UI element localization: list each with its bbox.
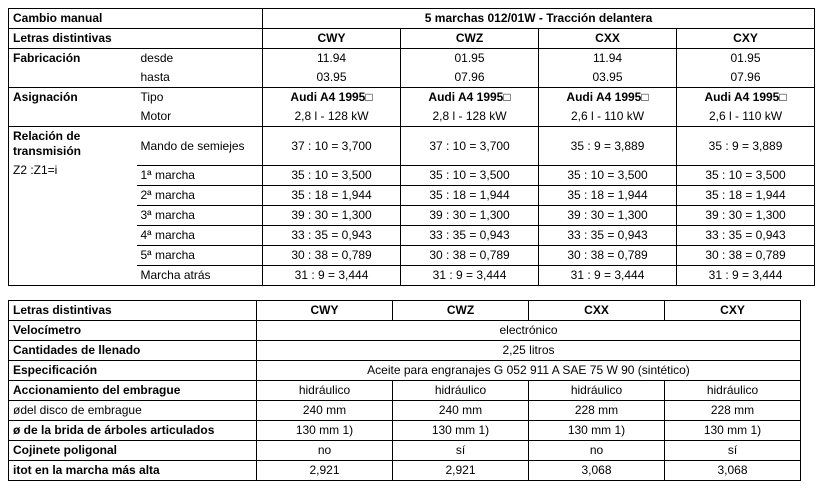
ratio-cell: 39 : 30 = 1,300 (401, 206, 539, 226)
gear-label: Marcha atrás (137, 266, 263, 286)
relacion-cell (9, 127, 137, 286)
ratio-cell: 31 : 9 = 3,444 (401, 266, 539, 286)
code-cell: CXX (539, 29, 677, 49)
spec-label: Accionamiento del embrague (9, 381, 257, 401)
relacion-formula: Z2 :Z1=i (13, 163, 58, 177)
especificacion-row (9, 361, 801, 381)
ratio-cell: 37 : 10 = 3,700 (263, 127, 401, 166)
relacion-label: Relación de transmisión (13, 129, 82, 158)
ratio-cell: 31 : 9 = 3,444 (263, 266, 401, 286)
cantidades-label: Cantidades de llenado (9, 341, 257, 361)
gear-label: 1ª marcha (137, 166, 263, 186)
spec-cell: hidráulico (529, 381, 665, 401)
ratio-cell: 35 : 10 = 3,500 (263, 166, 401, 186)
code-cell: CXX (529, 301, 665, 321)
spec-cell: 3,068 (529, 461, 665, 481)
spec-row-3 (9, 441, 801, 461)
tipo-cell: Audi A4 1995□ (401, 88, 539, 108)
tipo-cell: Audi A4 1995□ (539, 88, 677, 108)
gear-label: 4ª marcha (137, 226, 263, 246)
motor-cell: 2,6 l - 110 kW (539, 107, 677, 127)
code-cell: CWZ (393, 301, 529, 321)
spec-row-4 (9, 461, 801, 481)
ratio-cell: 35 : 9 = 3,889 (677, 127, 815, 166)
spec-cell: 130 mm 1) (529, 421, 665, 441)
code-cell: CWY (257, 301, 393, 321)
ratio-cell: 39 : 30 = 1,300 (263, 206, 401, 226)
letras-label: Letras distintivas (9, 29, 263, 49)
code-cell: CXY (665, 301, 801, 321)
motor-cell: 2,8 l - 128 kW (401, 107, 539, 127)
hasta-label: hasta (137, 68, 263, 88)
velocimetro-row (9, 321, 801, 341)
gear-label: 3ª marcha (137, 206, 263, 226)
desde-label: desde (137, 49, 263, 69)
table-subtitle: 5 marchas 012/01W - Tracción delantera (263, 9, 815, 29)
ratio-cell: 35 : 10 = 3,500 (401, 166, 539, 186)
spec-label: ø de la brida de árboles articulados (9, 421, 257, 441)
date-cell: 01.95 (401, 49, 539, 69)
spec-cell: 2,921 (393, 461, 529, 481)
especificacion-label: Especificación (9, 361, 257, 381)
spec-cell: sí (665, 441, 801, 461)
gear-label: 2ª marcha (137, 186, 263, 206)
spec-cell: 228 mm (665, 401, 801, 421)
asignacion-label: Asignación (9, 88, 137, 127)
spec-cell: hidráulico (665, 381, 801, 401)
motor-cell: 2,8 l - 128 kW (263, 107, 401, 127)
motor-cell: 2,6 l - 110 kW (677, 107, 815, 127)
ratio-cell: 33 : 35 = 0,943 (539, 226, 677, 246)
spec-cell: 130 mm 1) (257, 421, 393, 441)
motor-label: Motor (137, 107, 263, 127)
tipo-label: Tipo (137, 88, 263, 108)
ratio-cell: 37 : 10 = 3,700 (401, 127, 539, 166)
spec-row-1 (9, 401, 801, 421)
cantidades-value: 2,25 litros (257, 341, 801, 361)
fabricacion-label: Fabricación (9, 49, 137, 88)
ratio-cell: 33 : 35 = 0,943 (401, 226, 539, 246)
spec-cell: 240 mm (393, 401, 529, 421)
spec-cell: no (529, 441, 665, 461)
transmission-table (8, 8, 815, 286)
spec-row-2 (9, 421, 801, 441)
tipo-cell: Audi A4 1995□ (677, 88, 815, 108)
velocimetro-value: electrónico (257, 321, 801, 341)
spec-cell: sí (393, 441, 529, 461)
tipo-cell: Audi A4 1995□ (263, 88, 401, 108)
ratio-cell: 39 : 30 = 1,300 (539, 206, 677, 226)
spec-label: ødel disco de embrague (9, 401, 257, 421)
ratio-cell: 35 : 18 = 1,944 (539, 186, 677, 206)
ratio-cell: 35 : 18 = 1,944 (263, 186, 401, 206)
letras-row (9, 301, 801, 321)
table-header-row (9, 9, 815, 29)
code-cell: CWZ (401, 29, 539, 49)
ratio-cell: 33 : 35 = 0,943 (263, 226, 401, 246)
gear-label: 5ª marcha (137, 246, 263, 266)
spec-cell: 2,921 (257, 461, 393, 481)
date-cell: 03.95 (263, 68, 401, 88)
relacion-row-0 (9, 127, 815, 166)
ratio-cell: 35 : 9 = 3,889 (539, 127, 677, 166)
specs-table (8, 300, 801, 481)
cantidades-row (9, 341, 801, 361)
spec-cell: 130 mm 1) (393, 421, 529, 441)
ratio-cell: 30 : 38 = 0,789 (401, 246, 539, 266)
fabricacion-desde-row (9, 49, 815, 69)
spec-cell: 240 mm (257, 401, 393, 421)
date-cell: 11.94 (263, 49, 401, 69)
spec-cell: hidráulico (257, 381, 393, 401)
spec-cell: no (257, 441, 393, 461)
velocimetro-label: Velocímetro (9, 321, 257, 341)
ratio-cell: 33 : 35 = 0,943 (677, 226, 815, 246)
date-cell: 07.96 (401, 68, 539, 88)
spec-cell: hidráulico (393, 381, 529, 401)
spec-label: itot en la marcha más alta (9, 461, 257, 481)
date-cell: 11.94 (539, 49, 677, 69)
especificacion-value: Aceite para engranajes G 052 911 A SAE 75 W 90 (sintético) (257, 361, 801, 381)
letras-row (9, 29, 815, 49)
table-title: Cambio manual (9, 9, 263, 29)
date-cell: 07.96 (677, 68, 815, 88)
code-cell: CWY (263, 29, 401, 49)
ratio-cell: 31 : 9 = 3,444 (677, 266, 815, 286)
ratio-cell: 39 : 30 = 1,300 (677, 206, 815, 226)
gear-label: Mando de semiejes (137, 127, 263, 166)
ratio-cell: 30 : 38 = 0,789 (677, 246, 815, 266)
code-cell: CXY (677, 29, 815, 49)
ratio-cell: 35 : 18 = 1,944 (677, 186, 815, 206)
ratio-cell: 35 : 10 = 3,500 (539, 166, 677, 186)
date-cell: 01.95 (677, 49, 815, 69)
spec-cell: 228 mm (529, 401, 665, 421)
spec-cell: 3,068 (665, 461, 801, 481)
asignacion-tipo-row (9, 88, 815, 108)
spec-cell: 130 mm 1) (665, 421, 801, 441)
ratio-cell: 35 : 18 = 1,944 (401, 186, 539, 206)
letras-label: Letras distintivas (9, 301, 257, 321)
spec-row-0 (9, 381, 801, 401)
ratio-cell: 35 : 10 = 3,500 (677, 166, 815, 186)
spec-label: Cojinete poligonal (9, 441, 257, 461)
ratio-cell: 30 : 38 = 0,789 (539, 246, 677, 266)
date-cell: 03.95 (539, 68, 677, 88)
ratio-cell: 30 : 38 = 0,789 (263, 246, 401, 266)
ratio-cell: 31 : 9 = 3,444 (539, 266, 677, 286)
